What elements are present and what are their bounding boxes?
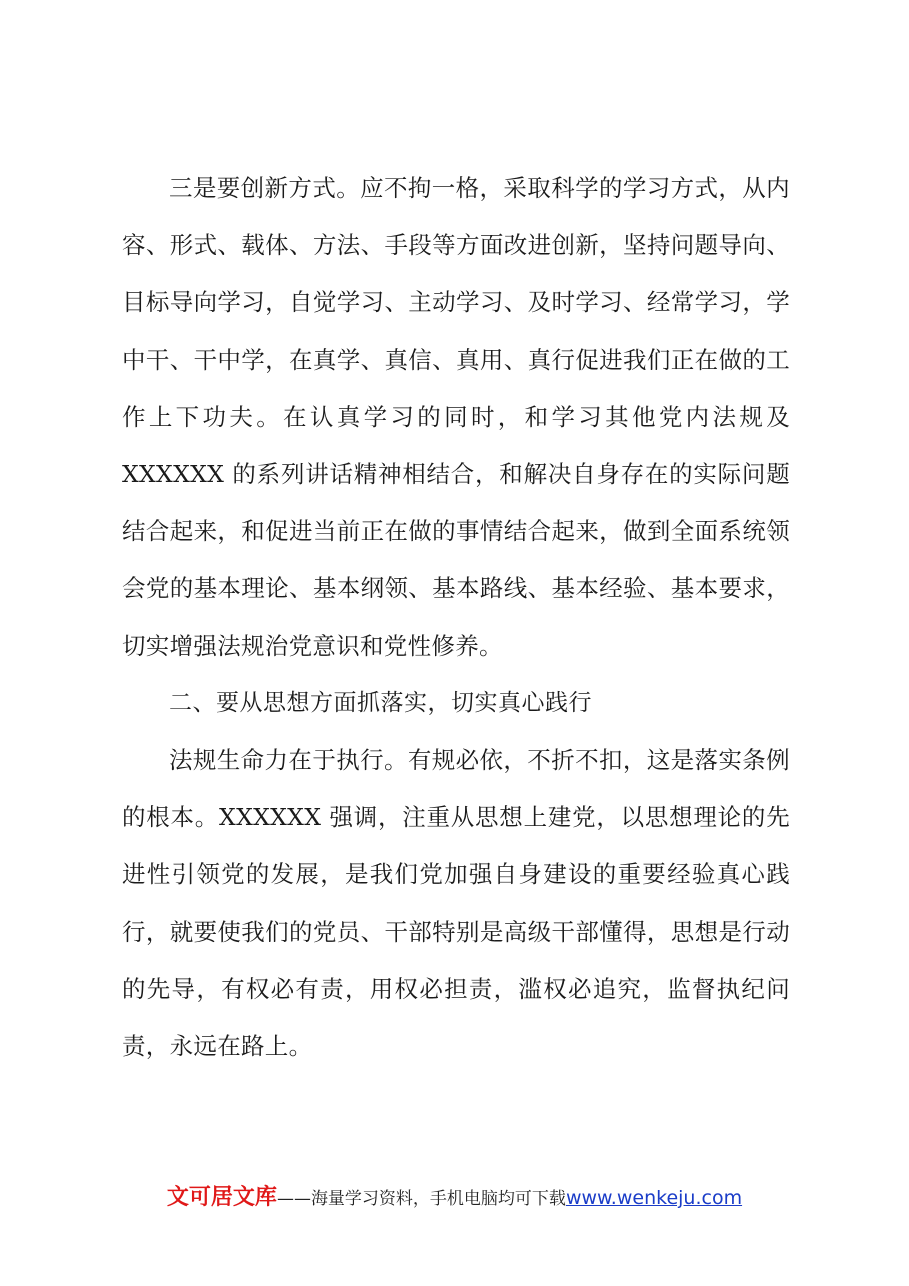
- footer-banner: [0, 1180, 909, 1211]
- section-heading: 二、要从思想方面抓落实，切实真心践行: [169, 689, 592, 716]
- footer-slogan: ——海量学习资料，手机电脑均可下载: [276, 1189, 566, 1209]
- paragraph-implementation: 法规生命力在于执行。有规必依，不折不扣，这是落实条例的根本。XXXXXX 强调，注重从思想上建党，以思想理论的先进性引领党的发展，是我们党加强自身建设的重要经验真心践行，就要使我们的党员、干部特别是高级干部懂得，思想是行动的先导，有权必有责，用权必担责，滥权必追究，监督执纪问责，永远在路上。: [122, 746, 790, 1061]
- footer-brand: 文可居文库: [166, 1185, 277, 1210]
- paragraph-innovation: 三是要创新方式。应不拘一格，采取科学的学习方式，从内容、形式、载体、方法、手段等方面改进创新，坚持问题导向、目标导向学习，自觉学习、主动学习、及时学习、经常学习，学中干、干中学，在真学、真信、真用、真行促进我们正在做的工作上下功夫。在认真学习的同时，和学习其他党内法规及 XXXXXX 的系列讲话精神相结合，和解决自身存在的实际问题结合起来，和促进当前正在做的事情结合起来，做到全面系统领会党的基本理论、基本纲领、基本路线、基本经验、基本要求，切实增强法规治党意识和党性修养。: [122, 174, 790, 660]
- footer-link[interactable]: www.wenkeju.com: [565, 1187, 743, 1209]
- document-body: [122, 160, 790, 1075]
